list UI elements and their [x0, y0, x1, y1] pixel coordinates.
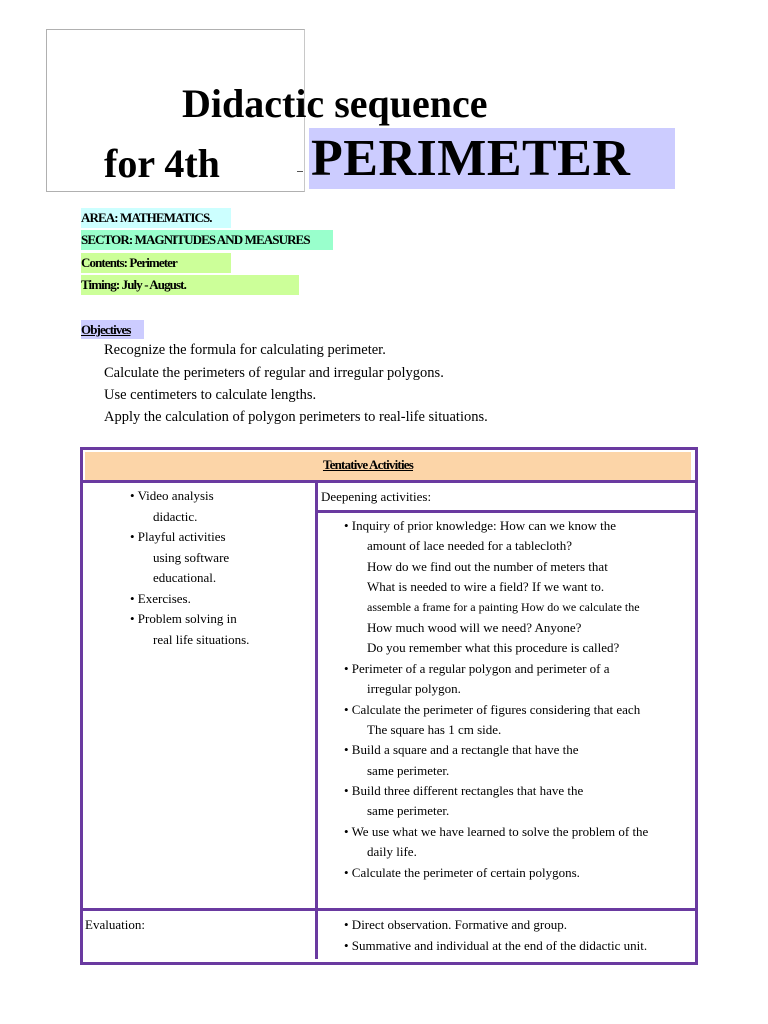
list-item: • Summative and individual at the end of the didactic unit.: [344, 937, 648, 953]
list-item: The square has 1 cm side.: [367, 721, 502, 737]
list-item: same perimeter.: [367, 803, 450, 819]
title-divider: [297, 171, 303, 172]
evaluation-label: Evaluation:: [85, 917, 145, 932]
list-item: • Problem solving in: [130, 611, 237, 626]
list-item: irregular polygon.: [367, 681, 461, 697]
list-item: • Inquiry of prior knowledge: How can we know the: [344, 518, 617, 533]
objective-item: Use centimeters to calculate lengths.: [104, 387, 317, 403]
left-activities-list: [130, 488, 249, 652]
list-item: • Exercises.: [130, 590, 191, 606]
sector-label: SECTOR: MAGNITUDES AND MEASURES: [81, 230, 333, 250]
list-item: What is needed to wire a field? If we want to.: [367, 579, 605, 595]
list-item: educational.: [153, 570, 217, 585]
column-divider: [315, 481, 318, 959]
objective-item: Apply the calculation of polygon perimeters to real-life situations.: [104, 409, 488, 425]
list-item: • Playful activities: [130, 529, 226, 544]
list-item: amount of lace needed for a tablecloth?: [367, 538, 573, 554]
row-divider: [80, 908, 695, 911]
list-item: • Perimeter of a regular polygon and perimeter of a: [344, 660, 610, 676]
row-divider: [318, 510, 695, 513]
list-item: • We use what we have learned to solve the problem of the: [344, 823, 649, 839]
list-item: same perimeter.: [367, 762, 450, 778]
list-item: How much wood will we need? Anyone?: [367, 619, 582, 635]
list-item: didactic.: [153, 508, 198, 524]
list-item: • Calculate the perimeter of figures considering that each: [344, 701, 641, 717]
deepening-label: Deepening activities:: [321, 489, 432, 504]
objective-item: Calculate the perimeters of regular and irregular polygons.: [104, 365, 444, 381]
activities-table-header: [85, 452, 691, 481]
document-grade: for 4th: [104, 141, 220, 186]
list-item: • Direct observation. Formative and group.: [344, 917, 567, 932]
list-item: real life situations.: [153, 631, 250, 647]
list-item: daily life.: [367, 844, 417, 860]
area-label: AREA: MATHEMATICS.: [81, 208, 231, 228]
row-divider: [80, 480, 695, 483]
list-item: How do we find out the number of meters that: [367, 558, 608, 574]
timing-label: Timing: July - August.: [81, 275, 299, 295]
contents-label: Contents: Perimeter: [81, 253, 231, 273]
list-item: using software: [153, 549, 230, 565]
list-item: • Build a square and a rectangle that have the: [344, 742, 579, 758]
list-item: Do you remember what this procedure is called?: [367, 640, 620, 656]
deepening-activities-list: [344, 518, 648, 885]
document-title: Didactic sequence: [182, 81, 488, 126]
list-item: • Calculate the perimeter of certain polygons.: [344, 864, 580, 880]
list-item: • Build three different rectangles that have the: [344, 783, 584, 799]
list-item: • Video analysis: [130, 488, 214, 503]
list-item: assemble a frame for a painting How do we calculate the: [367, 599, 640, 614]
objectives-heading: Objectives: [81, 320, 144, 339]
activities-header-label: Tentative Activities: [322, 457, 414, 472]
subject-title: PERIMETER: [311, 130, 631, 187]
evaluation-list: [344, 917, 647, 958]
objective-item: Recognize the formula for calculating perimeter.: [104, 342, 386, 358]
